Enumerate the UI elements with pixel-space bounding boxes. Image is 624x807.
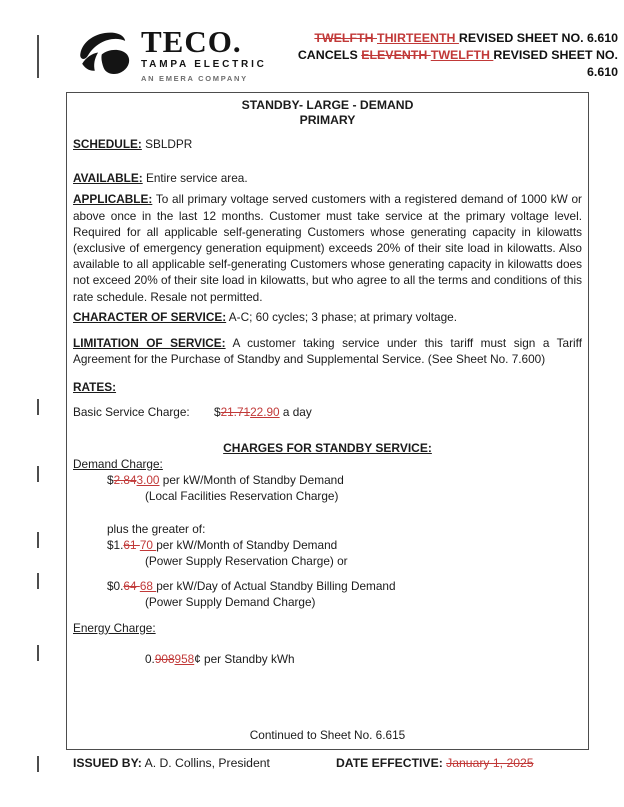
revision-line-3: 6.610 xyxy=(586,65,618,79)
limitation-text: A customer taking service under this tariff must sign a Tariff Agreement for the Purchase of Standby and Supplemental Service. (See Sheet No. 7.600) xyxy=(73,336,582,367)
date-effective-line xyxy=(336,756,534,770)
teco-logo xyxy=(78,24,267,83)
schedule-label: SCHEDULE: xyxy=(73,137,142,151)
basic-charge-unit: a day xyxy=(279,404,312,419)
issued-by-value: A. D. Collins, President xyxy=(144,756,270,770)
character-text: A-C; 60 cycles; 3 phase; at primary voltage. xyxy=(228,309,457,324)
revision-block xyxy=(240,30,618,81)
demand-old-rate: 2.84 xyxy=(113,473,137,488)
demand-new-rate: 3.00 xyxy=(136,473,160,488)
psd-rate-unit: per kW/Day of Actual Standby Billing Demand xyxy=(156,579,396,594)
schedule-line xyxy=(73,136,582,152)
demand-charge-label: Demand Charge: xyxy=(73,457,163,472)
energy-charge-label: Energy Charge: xyxy=(73,620,156,635)
available-value: Entire service area. xyxy=(145,171,248,186)
energy-rate-line xyxy=(73,651,582,667)
logo-company-text: TAMPA ELECTRIC xyxy=(141,59,267,70)
energy-new-rate: 958 xyxy=(174,651,195,666)
energy-old-rate: 908 xyxy=(154,651,175,666)
power-supply-reservation-rate-line xyxy=(73,537,582,553)
revision-line-1 xyxy=(240,30,618,47)
page-footer xyxy=(66,756,589,776)
reservation-rate-unit: per kW/Month of Standby Demand xyxy=(156,537,338,552)
basic-service-charge-line xyxy=(73,404,582,420)
cancels-text: CANCELS xyxy=(297,48,362,62)
plus-greater-of-line: plus the greater of: xyxy=(107,521,206,536)
rates-heading xyxy=(73,379,582,395)
local-facilities-rate-line xyxy=(73,472,582,488)
change-bar xyxy=(37,35,39,78)
currency-sign: $1. xyxy=(107,537,124,552)
psd-old-rate: 64 xyxy=(123,579,140,594)
available-line xyxy=(73,170,582,186)
available-label: AVAILABLE: xyxy=(73,171,143,186)
change-bar xyxy=(37,532,39,548)
date-effective-label: DATE EFFECTIVE: xyxy=(336,756,443,770)
basic-charge-label: Basic Service Charge: xyxy=(73,404,190,419)
local-facilities-caption: (Local Facilities Reservation Charge) xyxy=(145,489,339,504)
basic-charge-new-rate: 22.90 xyxy=(250,404,280,419)
issued-by-line xyxy=(73,756,270,770)
doc-title xyxy=(73,98,582,128)
limitation-paragraph xyxy=(73,335,582,367)
charges-heading xyxy=(73,440,582,456)
issued-by-label: ISSUED BY: xyxy=(73,756,142,770)
charges-heading-text: CHARGES FOR STANDBY SERVICE: xyxy=(223,440,432,455)
demand-rate-unit: per kW/Month of Standby Demand xyxy=(159,473,344,488)
date-effective-value: January 1, 2025 xyxy=(446,756,534,770)
psd-new-rate: 68 xyxy=(139,579,157,594)
power-supply-demand-caption: (Power Supply Demand Charge) xyxy=(145,595,316,610)
limitation-label: LIMITATION OF SERVICE: xyxy=(73,336,226,351)
applicable-text: To all primary voltage served customers with a registered demand of 1000 kW or above once in the last 12 months. Customer must take service at the primary voltage level. Required for all applicable self-generating Customers whose generating capacity in kilowatts (exclusive of emergency generation equipment) exceeds 20% of their site load in kilowatts. Also available to all applicable self-generating Customers whose generating capacity in kilowatts does not exceed 20% of their site load in kilowatts, but who agree to all the terms and conditions of this rate schedule. Resale not permitted. xyxy=(73,192,582,304)
tariff-document-box xyxy=(66,92,589,750)
character-label: CHARACTER OF SERVICE: xyxy=(73,309,227,324)
rates-label: RATES: xyxy=(73,380,117,395)
basic-charge-old-rate: 21.71 xyxy=(220,404,251,419)
revision-line-2 xyxy=(240,47,618,64)
doc-title-line2: PRIMARY xyxy=(299,113,356,127)
doc-title-line1: STANDBY- LARGE - DEMAND xyxy=(241,98,414,112)
current-cancel-text: TWELFTH xyxy=(430,48,494,62)
change-bar xyxy=(37,756,39,772)
currency-sign: $0. xyxy=(107,579,124,594)
change-bar xyxy=(37,466,39,482)
current-revision-text: THIRTEENTH xyxy=(377,31,459,45)
currency-sign: $ xyxy=(107,473,114,488)
energy-rate-unit: ¢ per Standby kWh xyxy=(194,651,295,666)
logo-tagline-text: AN EMERA COMPANY xyxy=(141,74,248,83)
power-supply-demand-rate-line xyxy=(73,578,582,594)
applicable-label: APPLICABLE: xyxy=(73,192,153,207)
superseded-cancel-text: ELEVENTH xyxy=(361,48,431,62)
energy-rate-prefix: 0. xyxy=(145,651,155,666)
reservation-old-rate: 61 xyxy=(123,537,140,552)
currency-sign: $ xyxy=(214,404,221,419)
teco-swoosh-icon xyxy=(78,28,134,78)
revised-sheet-no-text: REVISED SHEET NO. 6.610 xyxy=(458,31,618,45)
continued-note: Continued to Sheet No. 6.615 xyxy=(249,727,406,742)
reservation-new-rate: 70 xyxy=(139,537,157,552)
superseded-revision-text: TWELFTH xyxy=(314,31,377,45)
schedule-value: SBLDPR xyxy=(145,137,193,151)
change-bar xyxy=(37,573,39,589)
applicable-paragraph xyxy=(73,191,582,304)
logo-brand-text: TECO. xyxy=(141,24,242,59)
power-supply-reservation-caption: (Power Supply Reservation Charge) or xyxy=(145,554,348,569)
cancel-sheet-no-text: REVISED SHEET NO. xyxy=(493,48,618,62)
change-bar xyxy=(37,399,39,415)
change-bar xyxy=(37,645,39,661)
character-of-service-line xyxy=(73,309,582,325)
